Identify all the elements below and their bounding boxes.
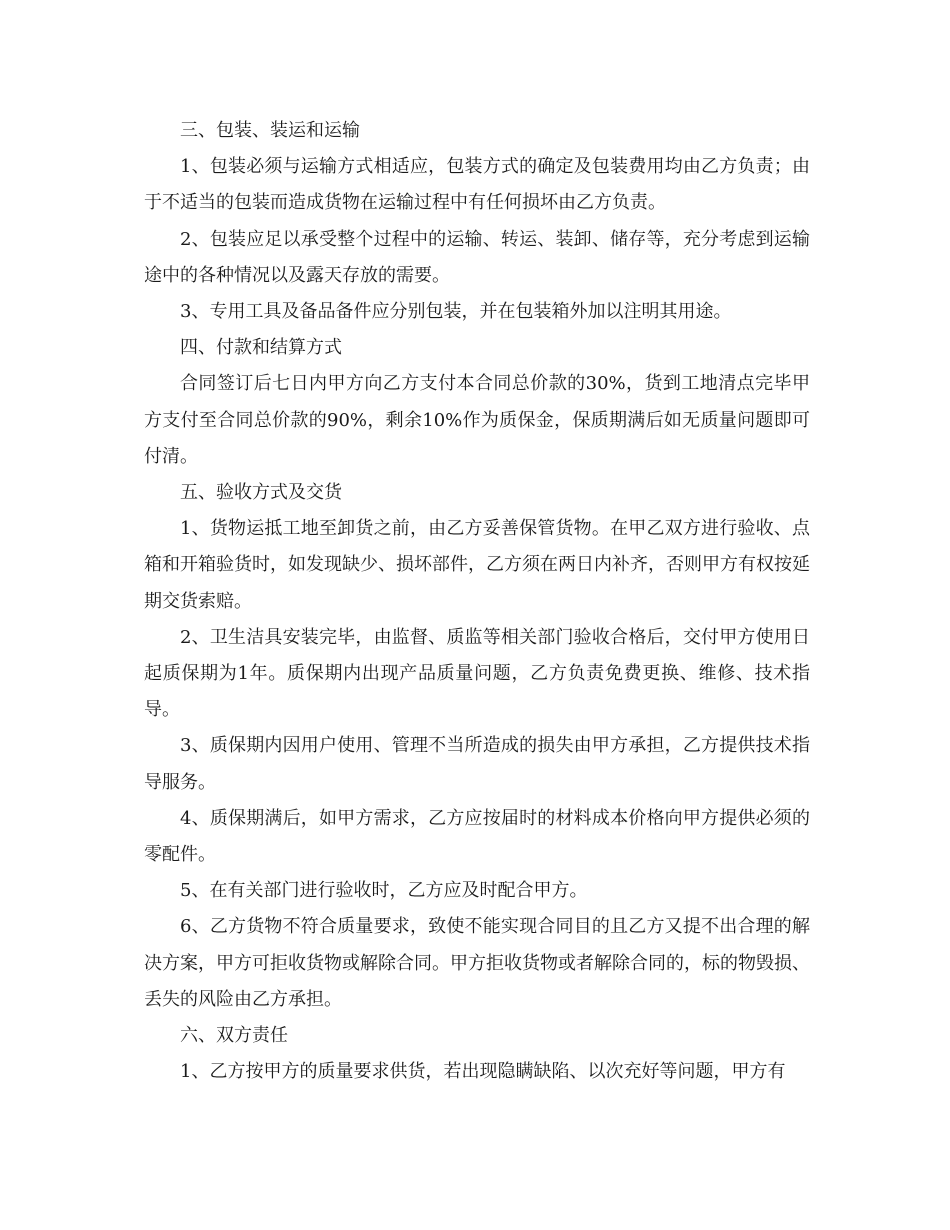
paragraph-acceptance-1: 1、货物运抵工地至卸货之前，由乙方妥善保管货物。在甲乙双方进行验收、点箱和开箱验货时，如发现缺少、损坏部件，乙方须在两日内补齐，否则甲方有权按延期交货索赔。 <box>144 518 810 612</box>
paragraph-acceptance-3: 3、质保期内因用户使用、管理不当所造成的损失由甲方承担，乙方提供技术指导服务。 <box>144 735 810 793</box>
paragraph-responsibilities-1: 1、乙方按甲方的质量要求供货，若出现隐瞒缺陷、以次充好等问题，甲方有 <box>180 1061 786 1083</box>
section-heading-responsibilities: 六、双方责任 <box>180 1025 288 1047</box>
paragraph-acceptance-5: 5、在有关部门进行验收时，乙方应及时配合甲方。 <box>180 880 588 902</box>
section-heading-payment: 四、付款和结算方式 <box>180 337 342 359</box>
paragraph-acceptance-2: 2、卫生洁具安装完毕，由监督、质监等相关部门验收合格后，交付甲方使用日起质保期为1年。质保期内出现产品质量问题，乙方负责免费更换、维修、技术指导。 <box>144 626 810 721</box>
section-heading-acceptance: 五、验收方式及交货 <box>180 482 342 504</box>
paragraph-acceptance-4: 4、质保期满后，如甲方需求，乙方应按届时的材料成本价格向甲方提供必须的零配件。 <box>144 807 810 866</box>
paragraph-packaging-2: 2、包装应足以承受整个过程中的运输、转运、装卸、储存等，充分考虑到运输途中的各种情况以及露天存放的需要。 <box>144 228 810 286</box>
section-heading-packaging: 三、包装、装运和运输 <box>180 120 360 141</box>
paragraph-payment: 合同签订后七日内甲方向乙方支付本合同总价款的30%，货到工地清点完毕甲方支付至合同总价款的90%，剩余10%作为质保金，保质期满后如无质量问题即可付清。 <box>144 373 810 467</box>
paragraph-packaging-1: 1、包装必须与运输方式相适应，包装方式的确定及包装费用均由乙方负责；由于不适当的包装而造成货物在运输过程中有任何损坏由乙方负责。 <box>144 156 810 214</box>
paragraph-acceptance-6: 6、乙方货物不符合质量要求，致使不能实现合同目的且乙方又提不出合理的解决方案，甲方可拒收货物或解除合同。甲方拒收货物或者解除合同的，标的物毁损、丢失的风险由乙方承担。 <box>144 916 810 1010</box>
paragraph-packaging-3: 3、专用工具及备品备件应分别包装，并在包装箱外加以注明其用途。 <box>180 301 732 323</box>
